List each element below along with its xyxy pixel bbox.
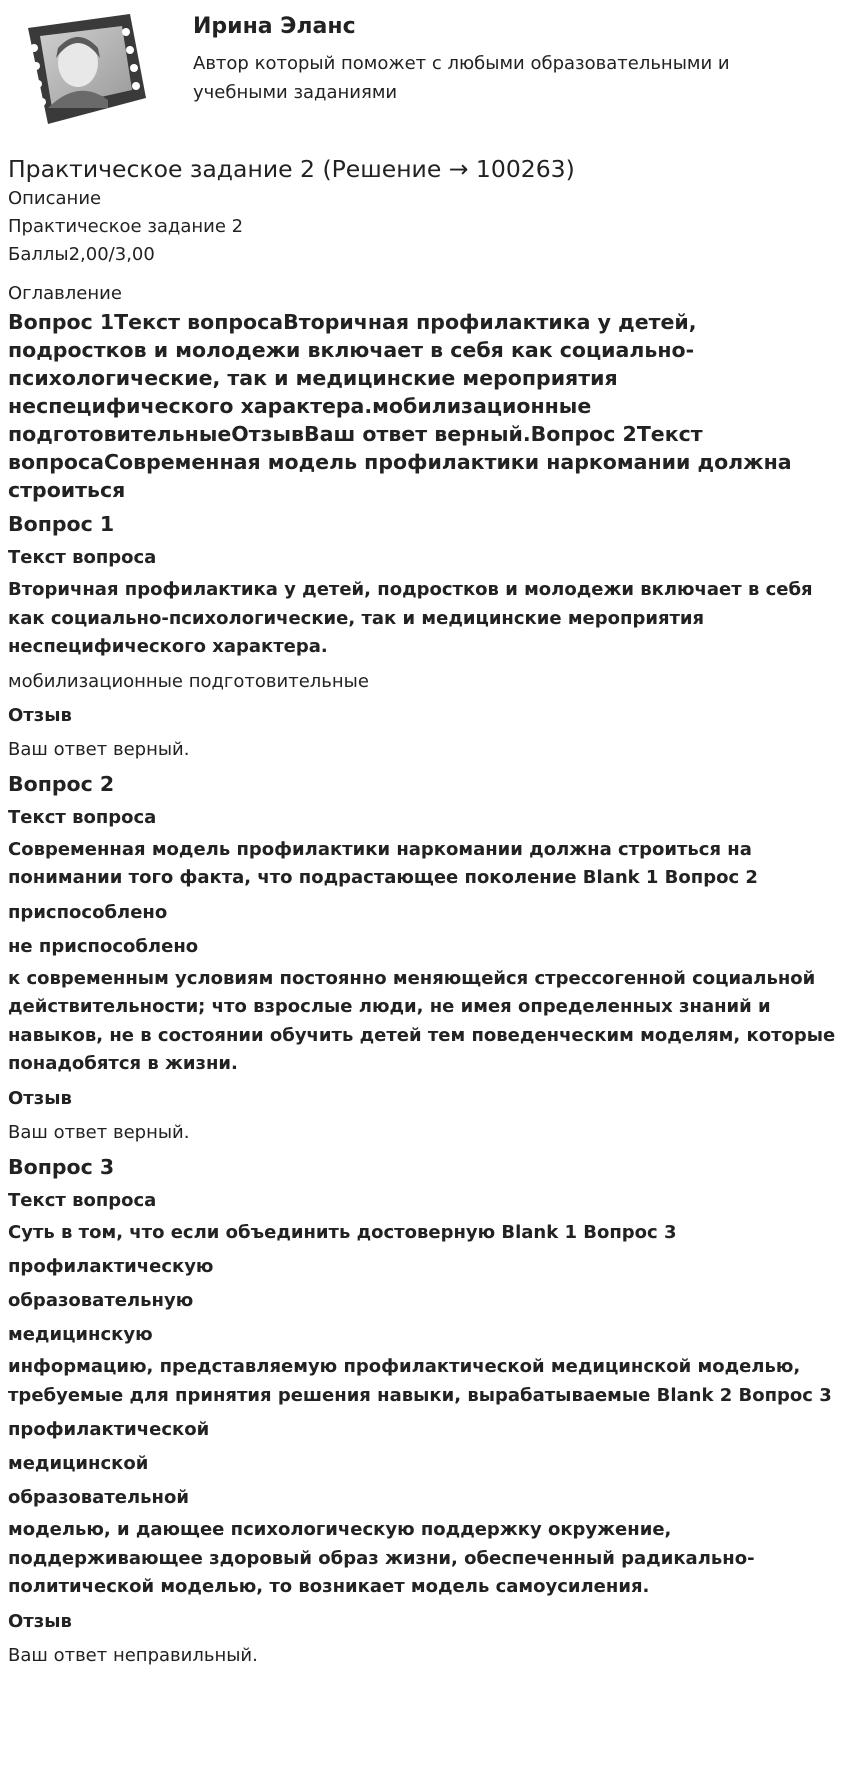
- toc-label: Оглавление: [8, 283, 122, 304]
- film-frame-avatar-image: [8, 8, 148, 128]
- question-3-blank-1-option: образовательную: [8, 1290, 194, 1311]
- description-text: Практическое задание 2: [8, 216, 244, 237]
- question-2-text: Современная модель профилактики наркомании должна строиться на понимании того факта, что подрастающее поколение Blank 1 Вопрос 2: [8, 838, 758, 888]
- question-2-option: приспособлено: [8, 901, 168, 923]
- question-3-text-end: моделью, и дающее психологическую поддержку окружение, поддерживающее здоровый образ жизни, обеспеченный радикально-политической моделью, то возникает модель самоусиления.: [8, 1519, 755, 1597]
- question-1-answer: мобилизационные подготовительные: [8, 670, 369, 692]
- question-1-feedback: Ваш ответ верный.: [8, 738, 190, 760]
- author-description: Автор который поможет с любыми образовательными и учебными заданиями: [193, 53, 730, 103]
- question-2-text-after: к современным условиям постоянно меняющейся стрессогенной социальной действительности; что взрослые люди, не имея определенных знаний и навыков, не в состоянии обучить детей тем поведенческим моделям, которые понадобятся в жизни.: [8, 967, 836, 1074]
- author-block: [8, 8, 839, 134]
- question-3-blank-1-option: профилактическую: [8, 1256, 214, 1277]
- question-1-heading: Вопрос 1: [8, 512, 115, 536]
- question-3-text-label: Текст вопроса: [8, 1189, 157, 1211]
- question-1-text-label: Текст вопроса: [8, 547, 157, 568]
- question-3-blank-2-option: образовательной: [8, 1487, 189, 1508]
- question-3-feedback: Ваш ответ неправильный.: [8, 1644, 258, 1666]
- score-text: Баллы2,00/3,00: [8, 244, 155, 265]
- question-1-text: Вторичная профилактика у детей, подростков и молодежи включает в себя как социально-психологические, так и медицинские мероприятия неспецифического характера.: [8, 579, 813, 657]
- question-2-option: не приспособлено: [8, 935, 199, 957]
- question-2-heading: Вопрос 2: [8, 771, 115, 796]
- question-3-text: Суть в том, что если объединить достоверную Blank 1 Вопрос 3: [8, 1221, 677, 1243]
- question-3-blank-2-option: профилактической: [8, 1419, 210, 1440]
- question-3-blank-2-option: медицинской: [8, 1453, 149, 1474]
- question-2-feedback: Ваш ответ верный.: [8, 1121, 190, 1143]
- question-1-feedback-label: Отзыв: [8, 704, 72, 726]
- question-3-feedback-label: Отзыв: [8, 1610, 72, 1632]
- question-3-text-middle: информацию, представляемую профилактической медицинской моделью, требуемые для принятия решения навыки, вырабатываемые Blank 2 Вопрос 3: [8, 1356, 832, 1406]
- page-title: Практическое задание 2 (Решение → 100263): [8, 155, 575, 183]
- toc-text: Вопрос 1Текст вопросаВторичная профилактика у детей, подростков и молодежи включает в себя как социально-психологические, так и медицинские мероприятия неспецифического характера.мобилизационные подготовительныеОтзывВаш ответ верный.Вопрос 2Текст вопросаСовременная модель профилактики наркомании должна строиться: [8, 310, 792, 502]
- author-avatar: [8, 8, 148, 128]
- description-label: Описание: [8, 188, 102, 209]
- question-2-feedback-label: Отзыв: [8, 1087, 72, 1109]
- question-3-heading: Вопрос 3: [8, 1154, 115, 1179]
- question-2-text-label: Текст вопроса: [8, 806, 157, 828]
- author-name[interactable]: Ирина Эланс: [193, 14, 356, 39]
- question-3-blank-1-option: медицинскую: [8, 1324, 153, 1345]
